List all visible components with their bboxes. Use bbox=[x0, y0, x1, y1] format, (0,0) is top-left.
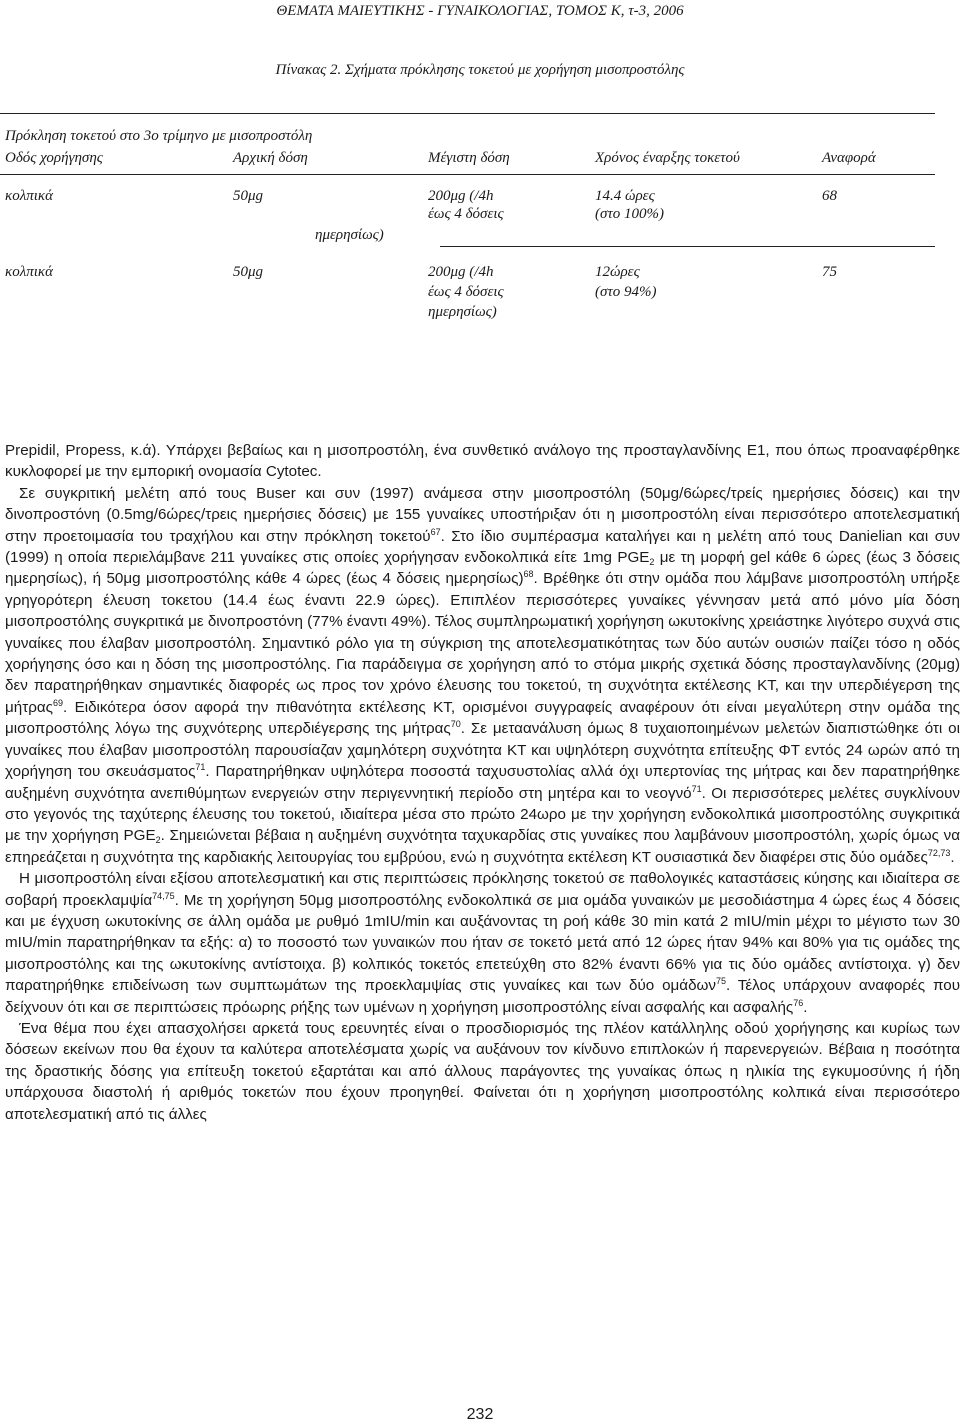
column-header-labor-onset: Χρόνος έναρξης τοκετού bbox=[595, 150, 740, 166]
row1-onset-line1: 14.4 ώρες bbox=[595, 188, 655, 204]
page-number: 232 bbox=[466, 1406, 494, 1423]
row1-max-dose-line2: έως 4 δόσεις bbox=[428, 206, 504, 222]
row2-max-dose-line3: ημερησίως) bbox=[428, 304, 497, 320]
row1-max-dose-line1: 200μg (/4h bbox=[428, 188, 494, 204]
row2-max-dose-line2: έως 4 δόσεις bbox=[428, 284, 504, 300]
row1-route: κολπικά bbox=[5, 188, 53, 204]
row1-reference: 68 bbox=[822, 188, 837, 204]
row1-max-dose-line3: ημερησίως) bbox=[315, 227, 384, 243]
table-caption: Πίνακας 2. Σχήματα πρόκλησης τοκετού με χορήγηση μισοπροστόλης bbox=[275, 62, 685, 78]
row1-rule bbox=[440, 246, 935, 247]
row2-route: κολπικά bbox=[5, 264, 53, 280]
body-text bbox=[5, 440, 960, 1125]
paragraph-4: Ένα θέμα που έχει απασχολήσει αρκετά τους ερευνητές είναι ο προσδιορισμός της πλέον κατάλληλης οδού χορήγησης και κυρίως των δόσεων εκείνων που θα έχουν τα καλύτερα αποτελέσματα χωρίς να αυξάνουν τον κίνδυνο επιπλοκών ή παρενεργειών. Βέβαια η ποσότητα της δραστικής δόσης για επίτευξη τοκετού εξαρτάται και από άλλους παράγοντες της γυναίκας όπως η ηλικία της εγκυμοσύνης ή ήδη υπάρχουσα διαστολή ή αριθμός τοκετών που έχουν προηγηθεί. Φαίνεται ότι η χορήγηση μισοπροστόλης κολπικά είναι περισσότερο αποτελεσματική από τις άλλες bbox=[5, 1019, 960, 1123]
paragraph-3: Η μισοπροστόλη είναι εξίσου αποτελεσματική και στις περιπτώσεις πρόκλησης τοκετού σε παθολογικές καταστάσεις κύησης και ιδιαίτερα σε σοβαρή προεκλαμψία$^{74,75}$. Με τη χορήγηση 50μg μισοπροστόλης ενδοκολπικά σε μια ομάδα γυναικών με μεσοδιάστημα 4 ώρες έως 4 δόσεις και με έγχυση ωκυτοκίνης σε άλλη ομάδα με ρυθμό 1mIU/min και αυξάνοντας τη ροή κάθε 30 min κατά 2 mIU/min μέχρι το μέγιστο των 30 mIU/min παρατηρήθηκαν τα εξής: α) το ποσοστό των γυναικών που ήταν σε τοκετό μετά από 12 ώρες ήταν 94% και 80% για τις ομάδες της μισοπροστόλης και της ωκυτοκίνης αντίστοιχα. β) κολπικός τοκετός επετεύχθη στο 82% έναντι 66% για τις δύο ομάδες αντίστοιχα. γ) δεν παρατηρήθηκε επιδείνωση των συμπτωμάτων της προεκλαμψίας στις γυναίκες και των δύο ομάδων$^{75}$. Τέλος υπάρχουν αναφορές που δείχνουν ότι και σε περιπτώσεις πρόωρης ρήξης των υμένων η χορήγηση μισοπροστόλης είναι ασφαλής και ασφαλής$^{76}$. bbox=[5, 870, 960, 1016]
table-top-rule bbox=[0, 113, 935, 114]
table-header-rule bbox=[0, 174, 935, 175]
paragraph-1: Prepidil, Propess, κ.ά). Υπάρχει βεβαίως και η μισοπροστόλη, ένα συνθετικό ανάλογο της προσταγλανδίνης E1, που όπως προαναφέρθηκε κυκλοφορεί με την εμπορική ονομασία Cytotec. bbox=[5, 442, 960, 481]
table-title: Πρόκληση τοκετού στο 3ο τρίμηνο με μισοπροστόλη bbox=[5, 128, 313, 144]
row2-max-dose-line1: 200μg (/4h bbox=[428, 264, 494, 280]
row2-initial-dose: 50μg bbox=[233, 264, 264, 280]
row2-reference: 75 bbox=[822, 264, 837, 280]
running-header: ΘΕΜΑΤΑ ΜΑΙΕΥΤΙΚΗΣ - ΓΥΝΑΙΚΟΛΟΓΙΑΣ, ΤΟΜΟΣ Κ, τ-3, 2006 bbox=[276, 3, 684, 19]
column-header-max-dose: Μέγιστη δόση bbox=[428, 150, 510, 166]
column-header-route: Οδός χορήγησης bbox=[5, 150, 103, 166]
row2-onset-line1: 12ώρες bbox=[595, 264, 640, 280]
row1-initial-dose: 50μg bbox=[233, 188, 264, 204]
row2-onset-line2: (στο 94%) bbox=[595, 284, 657, 300]
column-header-reference: Αναφορά bbox=[822, 150, 876, 166]
paragraph-2: Σε συγκριτική μελέτη από τους Buser και συν (1997) ανάμεσα στην μισοπροστόλη (50μg/6ώρες/τρείς ημερήσιες δόσεις) και την δινοπροστόνη (0.5mg/6ώρες/τρεις ημερήσιες δόσεις) με 155 γυναίκες υποστήριξαν ότι η μισοπροστόλη είναι περισσότερο αποτελεσματική στην προετοιμασία του τραχήλου και στην πρόκληση τοκετού$^{67}$. Στο ίδιο συμπέρασμα καταλήγει και η μελέτη από τους Danielian και συν (1999) η οποία περιελάμβανε 211 γυναίκες στις οποίες χορήγησαν ενδοκολπικά είτε 1mg $PGE_2$ με τη μορφή gel κάθε 6 ώρες (έως 3 δόσεις ημερησίως), ή 50μg μισοπροστόλης κάθε 4 ώρες (έως 4 δόσεις ημερησίως)$^{68}$. Βρέθηκε ότι στην ομάδα που λάμβανε μισοπροστόλη υπήρξε γρηγορότερη έλευση τοκετου (14.4 έως έναντι 22.9 ώρες). Επιπλέον περισσότερες γυναίκες γέννησαν μετά από μόνο μία δόση μισοπροστόλης συγκριτικά με δινοπροστόνη (77% έναντι 49%). Τέλος συμπληρωματική χορήγηση ωκυτοκίνης χρειάστηκε λιγότερο συχνά στις γυναίκες που έλαβαν μισοπροστόλη. Σημαντικό ρόλο για τη σύγκριση της αποτελεσματικότητας των δύο αυτών ουσιών παίζει τόσο η οδός χορήγησης όσο και η δόση της μισοπροστόλης. Για παράδειγμα σε χορήγηση από το στόμα μικρής σχετικά δόσης προσταγλανδίνης (20μg) δεν παρατηρήθηκαν σημαντικές διαφορές ως προς τον χρόνο έλευσης του τοκετού, τη συχνότητα εκτέλεσης ΚΤ, και την υπερδιέγερση της μήτρας$^{69}$. Ειδικότερα όσον αφορά την πιθανότητα εκτέλεσης ΚΤ, ορισμένοι συγγραφείς αναφέρουν ότι είναι μεγαλύτερη στην ομάδα της μισοπροστόλης λόγω της συχνότερης υπερδιέγερσης της μήτρας$^{70}$. Σε μεταανάλυση όμως 8 τυχαιοποιημένων μελετών διαπιστώθηκε ότι οι γυναίκες που έλαβαν μισοπροστόλη παρουσίαζαν χαμηλότερη συχνότητα ΚΤ και υψηλότερη συχνότητα επίτευξης ΦΤ εντός 24 ωρών από τη χορήγηση του σκευάσματος$^{71}$. Παρατηρήθηκαν υψηλότερα ποσοστά ταχυσυστολίας αλλά όχι υπερτονίας της μήτρας και δεν παρατηρήθηκε αυξημένη συχνότητα ανεπιθύμητων ενεργειών στην περιγεννητική περίοδο στη μητέρα και το νεογνό$^{71}$. Οι περισσότερες μελέτες συγκλίνουν στο γεγονός της ταχύτερης έλευσης του τοκετού, ιδιαίτερα μέσα στο πρώτο 24ωρο με την χορήγηση ενδοκολπικά μισοπροστόλης συγκριτικά με την χορήγηση $PGE_2$. Σημειώνεται βέβαια η αυξημένη συχνότητα ταχυκαρδίας στις γυναίκες που λαμβάνουν μισοπροστόλη, χωρίς όμως να επηρεάζεται η συχνότητα της καρδιακής λειτουργίας του εμβρύου, ενώ η συχνότητα εκτέλεση ΚΤ ουσιαστικά δεν διαφέρει στις δύο ομάδες$^{72,73}$. bbox=[5, 484, 960, 866]
column-header-initial-dose: Αρχική δόση bbox=[233, 150, 308, 166]
row1-onset-line2: (στο 100%) bbox=[595, 206, 665, 222]
